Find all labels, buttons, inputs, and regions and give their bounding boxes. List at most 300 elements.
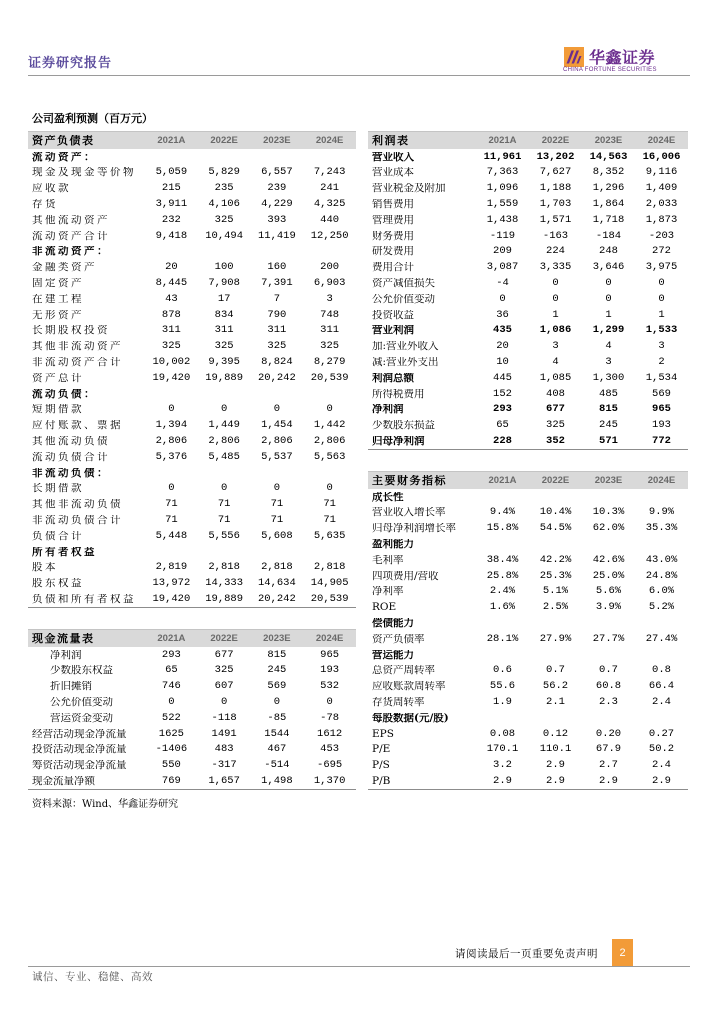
value-cell: 5,608 [261, 529, 293, 542]
value-cell: 8,824 [261, 356, 293, 368]
value-cell: 1612 [317, 727, 343, 740]
table-row [28, 291, 356, 307]
value-cell: 14,563 [589, 150, 628, 163]
value-cell: 0 [326, 696, 333, 709]
value-cell: 0 [220, 403, 228, 416]
value-cell: -184 [595, 229, 622, 242]
value-cell: 0 [499, 292, 506, 305]
value-cell: 0.27 [648, 727, 675, 740]
row-label: P/S [372, 760, 390, 771]
table-row [368, 758, 688, 774]
table-title: 主要财务指标 [372, 475, 447, 486]
value-cell: 0.7 [599, 664, 618, 677]
value-cell: 10 [496, 356, 509, 368]
value-cell: 2.4% [489, 585, 516, 598]
value-cell: 2.9 [493, 774, 512, 787]
row-label: 非流动资产合计 [32, 357, 123, 368]
value-cell: 8,445 [155, 277, 188, 290]
row-label: 负债合计 [32, 530, 84, 542]
page-number-badge [612, 939, 633, 966]
row-label: 金融类资产 [32, 262, 97, 273]
value-cell: 14,634 [257, 577, 296, 590]
value-cell: 569 [267, 680, 287, 693]
value-cell: 54.5% [539, 522, 572, 535]
value-cell: 2,819 [155, 561, 188, 574]
section-heading-row [368, 615, 688, 631]
table-row [368, 370, 688, 386]
table-row [368, 386, 688, 402]
value-cell: 325 [161, 340, 181, 353]
value-cell: 0.12 [542, 727, 569, 740]
value-cell: 0 [605, 277, 612, 290]
value-cell: 325 [214, 340, 234, 353]
value-cell: 20 [496, 340, 509, 353]
value-cell: 2 [658, 356, 665, 368]
value-cell: -514 [264, 759, 290, 772]
value-cell: 9,116 [645, 166, 678, 179]
row-label: 所得税费用 [372, 388, 425, 400]
value-cell: 1491 [211, 727, 237, 740]
value-cell: 28.1% [486, 632, 519, 645]
value-cell: 2.4 [652, 759, 671, 772]
row-label: 现金流量净额 [32, 776, 95, 787]
value-cell: 1,096 [486, 182, 519, 195]
table-row [28, 694, 356, 710]
value-cell: 9.4% [489, 506, 516, 519]
table-row [368, 521, 688, 537]
table-row [368, 291, 688, 307]
section-heading-row [28, 386, 356, 402]
value-cell: 3,975 [645, 261, 678, 274]
value-cell: 2.9 [652, 774, 671, 787]
value-cell: 8,352 [592, 166, 625, 179]
value-cell: 209 [493, 245, 512, 258]
value-cell: 241 [320, 182, 340, 195]
table-title: 资产负债表 [32, 135, 95, 146]
value-cell: 5,556 [208, 529, 240, 542]
table-row [28, 591, 356, 607]
value-cell: 311 [320, 324, 340, 337]
table-row [368, 228, 688, 244]
row-label: 其他非流动负债 [32, 499, 123, 510]
value-cell: 248 [599, 245, 618, 258]
table-row [368, 600, 688, 616]
value-cell: 4 [552, 356, 559, 368]
value-cell: 5,448 [155, 529, 188, 542]
row-label: 无形资产 [32, 309, 84, 321]
year-header: 2023E [263, 134, 291, 146]
value-cell: -695 [317, 759, 343, 772]
value-cell: 200 [320, 261, 340, 274]
year-header: 2021A [157, 134, 186, 146]
value-cell: 71 [270, 513, 284, 526]
value-cell: 20,242 [257, 592, 296, 605]
table-row [368, 568, 688, 584]
table-row [28, 228, 356, 244]
value-cell: 3 [658, 340, 665, 353]
section-heading: 所有者权益 [32, 546, 97, 558]
value-cell: 325 [320, 340, 340, 353]
value-cell: 66.4 [648, 680, 675, 693]
value-cell: 71 [323, 513, 336, 526]
row-label: 筹资活动现金净流量 [32, 760, 127, 771]
year-header: 2024E [315, 632, 344, 644]
value-cell: 2.1 [546, 696, 565, 708]
table-row [28, 758, 356, 774]
table-row [28, 275, 356, 291]
year-header: 2022E [541, 134, 570, 146]
value-cell: 100 [214, 261, 234, 274]
table-row [368, 505, 688, 521]
table-row [28, 433, 356, 449]
table-row [28, 560, 356, 576]
value-cell: 170.1 [486, 743, 519, 756]
cash-flow-table [28, 629, 356, 790]
value-cell: 71 [165, 498, 178, 511]
table-row [368, 212, 688, 228]
value-cell: 9.9% [648, 506, 675, 519]
value-cell: 10.3% [592, 506, 625, 519]
value-cell: 160 [267, 261, 287, 274]
value-cell: 25.0% [592, 569, 625, 582]
section-heading: 营运能力 [372, 649, 414, 661]
value-cell: 272 [652, 245, 671, 258]
value-cell: 67.9 [595, 743, 622, 756]
value-cell: -118 [211, 711, 237, 724]
row-label: 营业收入 [372, 151, 414, 163]
value-cell: 293 [161, 648, 181, 661]
value-cell: 7,908 [208, 277, 240, 290]
value-cell: 1,449 [208, 419, 240, 432]
value-cell: 215 [161, 182, 181, 195]
value-cell: 20,242 [257, 371, 296, 384]
row-label: 其他流动资产 [32, 214, 110, 226]
row-label: 管理费用 [372, 214, 414, 226]
value-cell: 55.6 [489, 680, 516, 693]
value-cell: 43 [165, 292, 178, 305]
table-title: 利润表 [372, 135, 410, 146]
year-header: 2022E [210, 632, 238, 644]
year-header: 2024E [647, 474, 676, 486]
value-cell: 27.7% [592, 632, 625, 645]
value-cell: 9,418 [155, 229, 188, 242]
row-label: 短期借款 [32, 404, 84, 415]
row-label: 加:营业外收入 [372, 341, 439, 352]
value-cell: 325 [214, 213, 234, 226]
value-cell: 3 [326, 292, 333, 305]
value-cell: 1,409 [645, 182, 678, 195]
value-cell: 0.08 [489, 727, 516, 740]
row-label: 归母净利润增长率 [372, 523, 456, 534]
value-cell: 5.1% [542, 585, 569, 598]
value-cell: -317 [211, 759, 237, 772]
value-cell: 408 [546, 387, 565, 400]
row-label: 营业成本 [372, 167, 414, 178]
section-heading: 流动资产： [32, 151, 97, 163]
value-cell: 5.6% [595, 585, 622, 598]
value-cell: 772 [652, 434, 671, 447]
value-cell: 1,438 [486, 213, 519, 226]
row-label: 在建工程 [32, 293, 84, 305]
value-cell: 325 [267, 340, 287, 353]
row-label: 四项费用/营收 [372, 570, 439, 582]
row-label: 销售费用 [372, 199, 414, 210]
section-heading-row [368, 647, 688, 663]
value-cell: 3.9% [595, 601, 622, 614]
row-label: 营运资金变动 [50, 712, 113, 724]
value-cell: 20 [165, 261, 178, 274]
section-heading: 非流动资产： [32, 246, 110, 257]
row-label: 现金及现金等价物 [32, 167, 136, 178]
value-cell: 15.8% [486, 522, 519, 535]
value-cell: 19,420 [152, 371, 191, 384]
value-cell: 1,188 [539, 182, 572, 195]
footer-divider [28, 966, 690, 967]
row-label: 应付账款、票据 [32, 420, 123, 431]
value-cell: 71 [323, 498, 336, 511]
year-header: 2024E [315, 134, 344, 146]
value-cell: 2.3 [599, 696, 618, 708]
value-cell: -203 [648, 229, 675, 242]
value-cell: 2,033 [645, 198, 678, 211]
row-label: 资产负债率 [372, 633, 425, 645]
value-cell: 571 [599, 434, 618, 447]
value-cell: 65 [165, 664, 178, 677]
row-label: 毛利率 [372, 554, 404, 566]
table-row [28, 647, 356, 663]
table-row [368, 742, 688, 758]
row-label: 应收账款周转率 [372, 681, 446, 692]
table-title: 现金流量表 [32, 633, 95, 644]
value-cell: 4,106 [208, 198, 240, 211]
row-label: 营业收入增长率 [372, 507, 446, 518]
value-cell: 790 [267, 308, 287, 321]
row-label: 股本 [32, 562, 58, 573]
value-cell: 769 [161, 775, 181, 788]
value-cell: 1.9 [493, 696, 512, 708]
value-cell: 4 [605, 340, 612, 353]
value-cell: 110.1 [539, 743, 572, 756]
value-cell: 445 [493, 371, 512, 384]
value-cell: 245 [599, 419, 618, 432]
value-cell: 6.0% [648, 585, 675, 598]
value-cell: 71 [165, 513, 178, 526]
table-header-row [368, 131, 688, 149]
value-cell: 2,806 [155, 434, 188, 447]
table-row [28, 449, 356, 465]
row-label: 减:营业外支出 [372, 357, 439, 368]
value-cell: 65 [496, 419, 509, 432]
value-cell: 10,002 [152, 356, 191, 368]
table-row [368, 773, 688, 789]
value-cell: 0 [273, 403, 281, 416]
row-label: 其他流动负债 [32, 435, 110, 447]
value-cell: 38.4% [486, 553, 519, 566]
value-cell: 1,454 [261, 419, 293, 432]
value-cell: 14,905 [310, 577, 349, 590]
value-cell: 2.5% [542, 601, 569, 614]
value-cell: 235 [214, 182, 234, 195]
value-cell: 746 [161, 680, 181, 693]
value-cell: 7 [273, 292, 281, 305]
table-row [28, 576, 356, 592]
section-heading-row [28, 544, 356, 560]
row-label: P/E [372, 744, 391, 755]
value-cell: 1,559 [486, 198, 519, 211]
value-cell: 0 [552, 277, 559, 290]
value-cell: 0 [168, 696, 175, 709]
table-row [368, 354, 688, 370]
report-type-label: 证券研究报告 [28, 56, 113, 71]
table-row [28, 528, 356, 544]
value-cell: 467 [267, 743, 287, 756]
value-cell: 815 [267, 648, 287, 661]
row-label: 研发费用 [372, 246, 414, 257]
value-cell: 532 [320, 680, 340, 693]
section-heading-row [28, 244, 356, 260]
value-cell: 239 [267, 182, 287, 195]
value-cell: 569 [652, 387, 671, 400]
value-cell: 8,279 [313, 356, 346, 368]
table-row [368, 726, 688, 742]
value-cell: 0 [168, 403, 175, 416]
value-cell: 12,250 [310, 229, 349, 242]
value-cell: 27.4% [645, 632, 678, 645]
table-header-row [28, 131, 356, 149]
value-cell: 7,391 [261, 277, 293, 290]
value-cell: 35.3% [645, 522, 678, 535]
value-cell: 2.4 [652, 696, 671, 708]
table-row [28, 679, 356, 695]
value-cell: 2.7 [599, 759, 618, 772]
table-row [28, 663, 356, 679]
value-cell: 878 [161, 308, 181, 321]
section-heading: 成长性 [372, 491, 404, 503]
table-row [368, 631, 688, 647]
row-label: 净利率 [372, 586, 404, 597]
value-cell: 60.8 [595, 680, 622, 693]
value-cell: 2,818 [313, 561, 346, 574]
value-cell: 13,972 [152, 577, 191, 590]
row-label: 公允价值变动 [50, 697, 113, 708]
value-cell: 19,889 [205, 371, 244, 384]
table-row [368, 149, 688, 165]
value-cell: 0 [326, 482, 333, 495]
table-row [368, 663, 688, 679]
table-row [368, 433, 688, 449]
value-cell: 7,363 [486, 166, 519, 179]
table-row [368, 584, 688, 600]
value-cell: 1,571 [539, 213, 572, 226]
value-cell: 1625 [158, 727, 184, 740]
row-label: 应收款 [32, 183, 71, 194]
value-cell: -119 [489, 229, 516, 242]
value-cell: 5.2% [648, 601, 675, 614]
value-cell: 2,818 [208, 561, 240, 574]
section-heading-row [368, 489, 688, 505]
table-row [368, 694, 688, 710]
table-row [28, 402, 356, 418]
balance-sheet-table [28, 131, 356, 608]
value-cell: 1,498 [261, 775, 293, 788]
value-cell: 2,806 [208, 434, 240, 447]
section-heading-row [368, 536, 688, 552]
value-cell: 2,806 [261, 434, 293, 447]
year-header: 2023E [594, 134, 623, 146]
value-cell: 0 [168, 482, 175, 495]
value-cell: 325 [214, 664, 234, 677]
value-cell: 10,494 [205, 229, 244, 242]
value-cell: 2,818 [261, 561, 293, 574]
value-cell: 1,703 [539, 198, 572, 211]
value-cell: -85 [267, 711, 287, 724]
value-cell: 0 [326, 403, 333, 416]
value-cell: 0 [273, 482, 281, 495]
section-heading: 非流动负债： [32, 467, 110, 479]
value-cell: 1 [658, 308, 665, 321]
table-row [368, 260, 688, 276]
value-cell: 1,299 [592, 324, 625, 337]
row-label: 投资活动现金净流量 [32, 744, 127, 755]
section-heading-row [368, 710, 688, 726]
row-label: 归母净利润 [372, 435, 425, 447]
value-cell: 3 [552, 340, 559, 353]
value-cell: 1,534 [645, 371, 678, 384]
value-cell: 0 [605, 292, 612, 305]
row-label: 少数股东权益 [50, 665, 113, 676]
row-label: 长期股权投资 [32, 325, 110, 336]
section-heading-row [28, 149, 356, 165]
value-cell: 20,539 [310, 371, 349, 384]
value-cell: 965 [652, 403, 671, 416]
section-heading: 盈利能力 [372, 539, 414, 550]
year-header: 2023E [594, 474, 623, 486]
table-row [368, 418, 688, 434]
value-cell: 352 [546, 434, 565, 447]
value-cell: 14,333 [205, 577, 244, 590]
value-cell: -78 [320, 711, 340, 724]
row-label: 存货周转率 [372, 697, 425, 708]
value-cell: 43.0% [645, 553, 678, 566]
table-row [28, 742, 356, 758]
value-cell: 677 [546, 403, 565, 416]
value-cell: -4 [496, 277, 509, 290]
table-row [368, 165, 688, 181]
value-cell: 3,087 [486, 261, 519, 274]
row-label: 财务费用 [372, 230, 414, 242]
row-label: 其他非流动资产 [32, 341, 123, 352]
value-cell: 834 [214, 308, 234, 321]
table-row [28, 196, 356, 212]
value-cell: 0 [220, 482, 228, 495]
value-cell: 6,557 [261, 166, 293, 179]
value-cell: 0.8 [652, 664, 671, 677]
row-label: 流动负债合计 [32, 451, 110, 463]
table-row [368, 323, 688, 339]
table-row [368, 402, 688, 418]
value-cell: 3.2 [493, 759, 512, 772]
value-cell: 1,085 [539, 371, 572, 384]
row-label: 少数股东损益 [372, 420, 435, 431]
income-statement-table [368, 131, 688, 450]
value-cell: 7,627 [539, 166, 572, 179]
logo-name: 华鑫证券 [589, 48, 656, 67]
table-row [28, 165, 356, 181]
table-row [368, 552, 688, 568]
row-label: 固定资产 [32, 278, 84, 289]
value-cell: 0 [658, 277, 665, 290]
disclaimer-text: 请阅读最后一页重要免责声明 [455, 948, 598, 960]
